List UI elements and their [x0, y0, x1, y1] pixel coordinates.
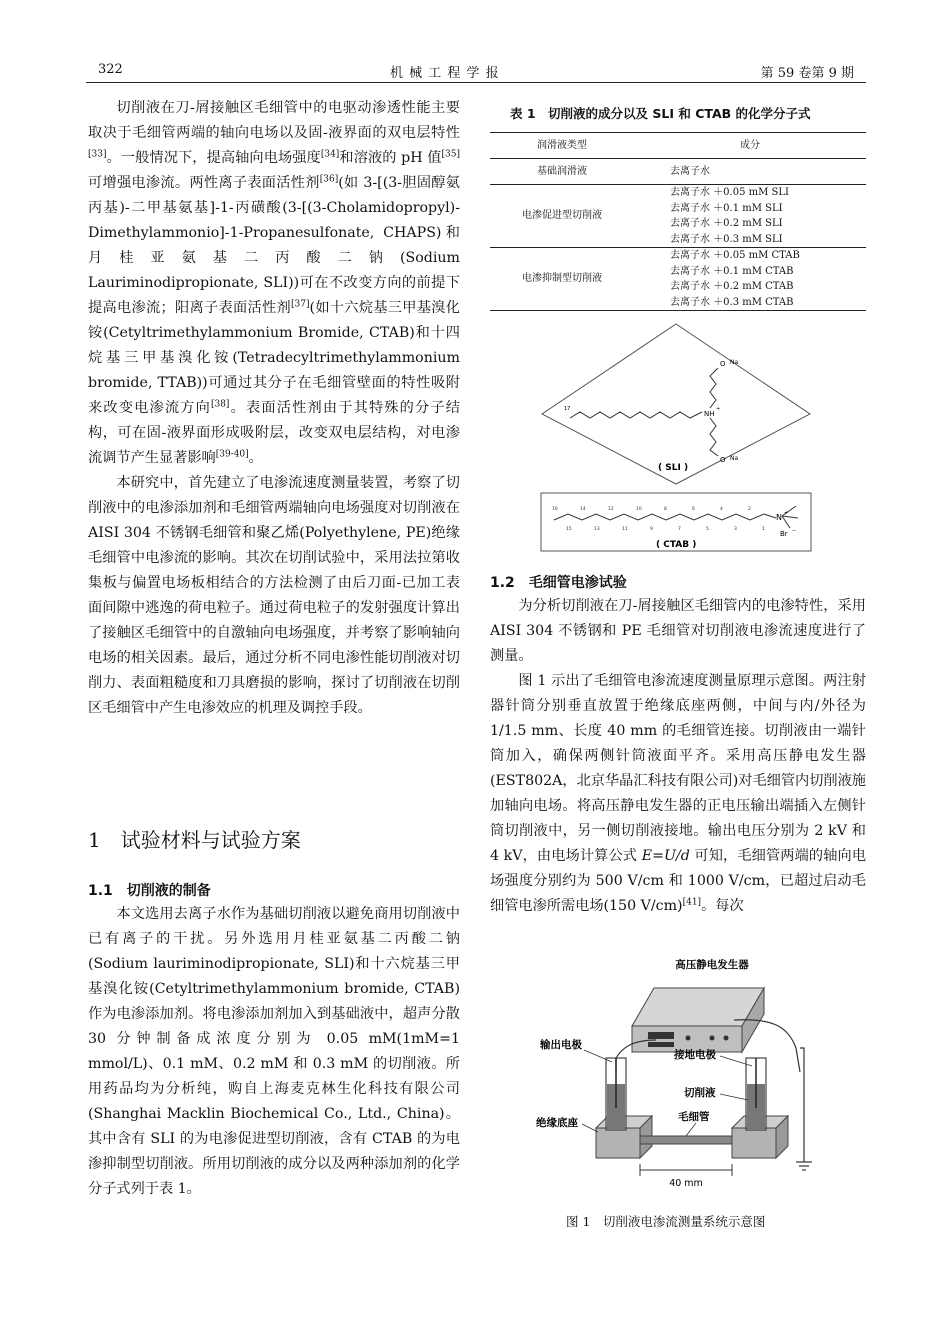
sli-charge: +	[716, 406, 721, 412]
ctab-carbon-number: 6	[692, 507, 695, 512]
sli-structure-diagram	[540, 322, 812, 486]
right-column-text	[490, 594, 866, 919]
ctab-label: ( CTAB )	[656, 540, 697, 550]
subsection-1-1: 1.1 切削液的制备	[88, 883, 211, 899]
capillary-label: 毛细管	[678, 1111, 710, 1123]
ctab-charge: +	[784, 510, 789, 516]
sli-oxygen-bottom: O	[720, 456, 726, 464]
left-column-top	[88, 96, 460, 721]
paragraph-preparation: 本文选用去离子水作为基础切削液以避免商用切削液中已有离子的干扰。另外选用月桂亚氨基二丙酸二钠(Sodium lauriminodipropionate, SLI)和十六烷基三甲基溴化铵(Cetyltrimethylammonium bromide, CTAB)作为电渗添加剂。将电渗添加剂加入到基础液中，超声分散 30 分钟制备成浓度分别为 0.05 mM(1mM=1 mmol/L)、0.1 mM、0.2 mM 和 0.3 mM 的切削液。所用药品均为分析纯，购自上海麦克林生化科技有限公司(Shanghai Macklin Biochemical Co., Ltd., China)。其中含有 SLI 的为电渗促进型切削液，含有 CTAB 的为电渗抑制型切削液。所用切削液的成分以及两种添加剂的化学分子式列于表 1。	[88, 906, 460, 1197]
sli-label: ( SLI )	[658, 463, 689, 473]
base-label: 绝缘底座	[536, 1117, 578, 1129]
earth-wire	[800, 1048, 804, 1162]
figure-1-schematic	[536, 948, 836, 1194]
header-rule	[86, 82, 866, 83]
ctab-carbon-number: 1	[762, 527, 765, 532]
table-header-type: 润滑液类型	[537, 139, 587, 151]
table-cell-item: 去离子水 ＋0.05 mM SLI	[670, 187, 789, 198]
length-label: 40 mm	[669, 1178, 703, 1189]
paragraph-intro: 切削液在刀-屑接触区毛细管中的电驱动渗透性能主要取决于毛细管两端的轴向电场以及固-液界面的双电层特性[33]。一般情况下，提高轴向电场强度[34]和溶液的 pH 值[35]可增强电渗流。两性离子表面活性剂[36](如 3-[(3-胆固醇氨丙基)-二甲基氨基]-1-丙磺酸(3-[(3-Cholamidopropyl)- Dimethylammonio]-1-Propanesulfonate, CHAPS)和月桂亚氨基二丙酸二钠(Sodium Lauriminodipropionate, SLI))可在不改变方向的前提下提高电渗流；阳离子表面活性剂[37](如十六烷基三甲基溴化铵(Cetyltrimethylammonium Bromide, CTAB)和十四烷基三甲基溴化铵(Tetradecyltrimethylammonium bromide, TTAB))可通过其分子在毛细管壁面的特性吸附来改变电渗流方向[38]。表面活性剂由于其特殊的分子结构，可在固-液界面形成吸附层，改变双电层结构，对电渗流调节产生显著影响[39-40]。	[88, 100, 460, 466]
output-electrode-label: 输出电极	[540, 1039, 582, 1051]
ctab-bromide: Br	[780, 530, 788, 538]
figure-1-caption: 图 1 切削液电渗流测量系统示意图	[566, 1214, 766, 1229]
ctab-carbon-number: 16	[552, 507, 558, 512]
generator-knob	[710, 1036, 715, 1041]
sli-lower-chain	[710, 418, 718, 456]
ctab-bromide-charge: −	[792, 528, 797, 534]
table-cell-item: 去离子水 ＋0.2 mM CTAB	[670, 281, 794, 292]
table-cell-item: 去离子水 ＋0.3 mM CTAB	[670, 296, 794, 308]
ctab-carbon-number: 7	[678, 527, 681, 532]
ctab-carbon-number: 14	[580, 507, 586, 512]
ctab-carbon-number: 4	[720, 507, 723, 512]
sli-sodium-top: Na	[730, 359, 739, 366]
generator-knob	[724, 1036, 729, 1041]
generator-label: 高压静电发生器	[675, 959, 749, 971]
ctab-alkyl-chain	[554, 514, 776, 520]
ground-electrode-label: 接地电极	[674, 1049, 716, 1061]
ctab-carbon-number: 8	[664, 507, 667, 512]
ctab-carbon-number: 15	[566, 527, 572, 532]
ctab-carbon-number: 3	[734, 527, 737, 532]
sli-upper-chain	[710, 368, 718, 408]
ctab-carbon-number: 10	[636, 507, 642, 512]
generator-display	[648, 1042, 674, 1047]
table-cell-type: 电渗抑制型切削液	[490, 248, 634, 311]
ctab-methyl-right	[782, 516, 798, 518]
table-header-composition: 成分	[740, 139, 760, 151]
ctab-carbon-number: 9	[650, 527, 653, 532]
ctab-carbon-number: 11	[622, 527, 628, 532]
section-title: 1 试验材料与试验方案	[88, 828, 301, 852]
paragraph-study: 本研究中，首先建立了电渗流速度测量装置，考察了切削液中的电渗添加剂和毛细管两端轴向电场强度对切削液在 AISI 304 不锈钢毛细管和聚乙烯(Polyethylene, PE)绝缘毛细管中电渗流的影响。其次在切削试验中，采用法拉第收集板与偏置电场板相结合的方法检测了由后刀面-已加工表面间隙中逃逸的荷电粒子。通过荷电粒子的发射强度计算出了接触区毛细管中的自激轴向电场强度，并考察了影响轴向电场的相关因素。最后，通过分析不同电渗性能切削液对切削力、表面粗糙度和刀具磨损的影响，探讨了切削液在切削区毛细管中产生电渗效应的机理及调控手段。	[88, 475, 460, 716]
sli-frame	[542, 324, 810, 484]
table-caption: 表 1 切削液的成分以及 SLI 和 CTAB 的化学分子式	[510, 106, 811, 121]
table-cell-item: 去离子水 ＋0.3 mM SLI	[670, 233, 783, 245]
sli-carbon-count: 17	[564, 406, 571, 412]
sli-nitrogen: NH	[704, 410, 715, 418]
generator-knob	[686, 1036, 691, 1041]
table-cell-item: 去离子水 ＋0.1 mM SLI	[670, 202, 783, 214]
ctab-methyl-bottom	[782, 516, 790, 528]
ctab-carbon-number: 12	[608, 507, 614, 512]
page-number: 322	[98, 62, 123, 77]
table-cell-item: 去离子水 ＋0.1 mM CTAB	[670, 265, 794, 277]
paragraph-figure-desc: 图 1 示出了毛细管电渗流速度测量原理示意图。两注射器针筒分别垂直放置于绝缘底座两侧，中间与内/外径为 1/1.5 mm、长度 40 mm 的毛细管连接。切削液由一端针筒加入，确保两侧针筒液面平齐。采用高压静电发生器(EST802A，北京华晶汇科技有限公司)对毛细管内切削液施加轴向电场。将高压静电发生器的正电压输出端插入左侧针筒切削液中，另一侧切削液接地。输出电压分别为 2 kV 和 4 kV，由电场计算公式 E=U/d 可知，毛细管两端的轴向电场强度分别约为 500 V/cm 和 1000 V/cm，已超过启动毛细管电渗所需电场(150 V/cm)[41]。每次	[490, 673, 867, 914]
ctab-carbon-number: 13	[594, 527, 600, 532]
base-left-body	[596, 1128, 640, 1158]
subsection-1-2: 1.2 毛细管电渗试验	[490, 575, 627, 591]
capillary-tube	[640, 1136, 732, 1144]
table-cell-item: 去离子水 ＋0.05 mM CTAB	[670, 250, 800, 261]
ctab-nitrogen: N	[776, 513, 782, 522]
leader-line	[584, 1050, 612, 1062]
base-right-body	[732, 1128, 776, 1158]
generator-display	[648, 1032, 674, 1039]
paragraph-capillary: 为分析切削液在刀-屑接触区毛细管内的电渗特性，采用 AISI 304 不锈钢和 PE 毛细管对切削液电渗流速度进行了测量。	[490, 598, 866, 664]
table-cell-type: 电渗促进型切削液	[490, 185, 634, 248]
table-cell-type: 基础润滑液	[537, 165, 587, 177]
ctab-structure-diagram	[540, 492, 812, 552]
table-cell-item: 去离子水 ＋0.2 mM SLI	[670, 218, 783, 229]
table-cell-item: 去离子水	[670, 165, 710, 177]
leader-line	[686, 1123, 696, 1136]
sli-alkyl-chain	[570, 412, 702, 418]
sli-oxygen-top: O	[720, 360, 726, 368]
left-column-bottom	[88, 902, 460, 1202]
ctab-carbon-number: 2	[748, 507, 751, 512]
ctab-carbon-number: 5	[706, 527, 709, 532]
fluid-label: 切削液	[684, 1087, 716, 1099]
table-1	[490, 132, 866, 311]
leader-line	[720, 1094, 748, 1100]
issue-info: 第 59 卷第 9 期	[760, 66, 854, 81]
journal-title: 机 械 工 程 学 报	[390, 66, 500, 81]
sli-sodium-bottom: Na	[730, 455, 739, 462]
